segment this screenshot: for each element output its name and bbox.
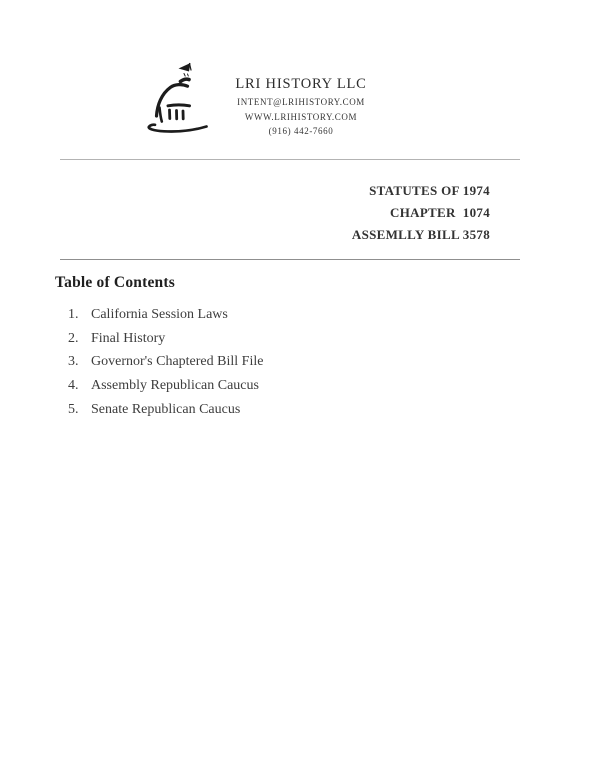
toc-heading: Table of Contents: [55, 274, 175, 291]
company-email: INTENT@LRIHISTORY.COM: [237, 97, 365, 107]
toc-item-label: Senate Republican Caucus: [91, 401, 241, 417]
toc-list: [68, 303, 263, 421]
letterhead: [206, 74, 396, 139]
toc-item-number: 1.: [68, 307, 79, 322]
toc-item-label: Assembly Republican Caucus: [91, 378, 259, 394]
chapter-line: CHAPTER 1074: [390, 205, 490, 220]
toc-item-number: 5.: [68, 401, 79, 417]
company-website: WWW.LRIHISTORY.COM: [244, 111, 358, 122]
toc-item: [68, 303, 263, 327]
company-name: LRI HISTORY LLC: [235, 76, 367, 92]
toc-item-label: Final History: [91, 330, 166, 346]
toc-item: [68, 350, 263, 374]
statutes-line: STATUTES OF 1974: [369, 183, 490, 198]
toc-item-number: 2.: [68, 330, 79, 346]
toc-item: [68, 398, 263, 422]
company-phone: (916) 442-7660: [268, 126, 334, 136]
assembly-bill-line: ASSEMLLY BILL 3578: [351, 227, 490, 242]
toc-item-label: California Session Laws: [91, 307, 228, 322]
statute-reference-block: [352, 180, 490, 246]
toc-item-label: Governor's Chaptered Bill File: [91, 354, 264, 370]
toc-item-number: 4.: [68, 378, 79, 394]
toc-item: [68, 374, 263, 398]
toc-item: [68, 327, 263, 351]
toc-item-number: 3.: [68, 354, 79, 370]
divider-bottom: [60, 259, 520, 260]
divider-top: [60, 159, 520, 160]
